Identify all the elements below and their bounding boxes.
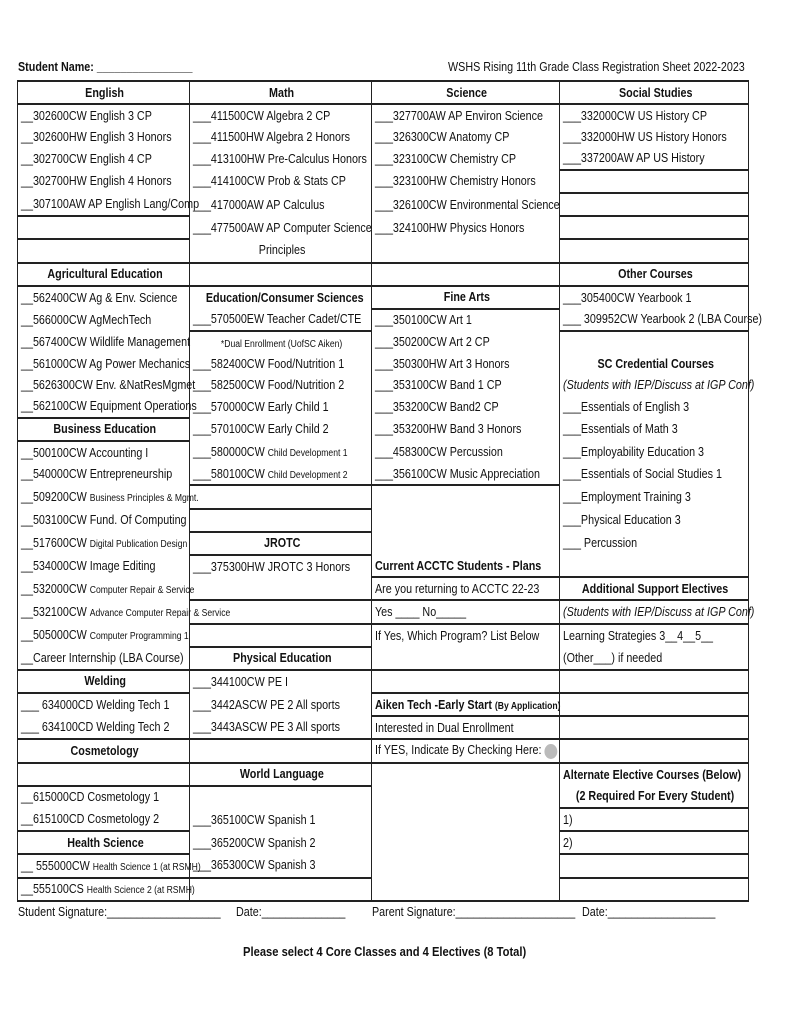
empty-cell bbox=[372, 239, 560, 262]
course-option[interactable]: ___477500AW AP Computer Science bbox=[190, 216, 372, 239]
course-option[interactable]: ___350200CW Art 2 CP bbox=[372, 331, 560, 353]
yes-no-field[interactable]: Yes ____ No_____ bbox=[372, 600, 560, 623]
course-option[interactable]: ___353100CW Band 1 CP bbox=[372, 374, 560, 395]
course-option[interactable]: ___332000HW US History Honors bbox=[560, 126, 749, 147]
course-option[interactable]: ___375300HW JROTC 3 Honors bbox=[190, 555, 372, 577]
course-option[interactable]: ___417000AW AP Calculus bbox=[190, 193, 372, 216]
empty-cell bbox=[560, 670, 749, 693]
course-option[interactable]: ___353200HW Band 3 Honors bbox=[372, 418, 560, 441]
business-education-header: Business Education bbox=[18, 418, 190, 441]
course-option[interactable]: __302600CW English 3 CP bbox=[18, 104, 190, 126]
empty-cell bbox=[190, 739, 372, 762]
empty-cell bbox=[190, 878, 372, 901]
course-option[interactable]: ___570000CW Early Child 1 bbox=[190, 396, 372, 418]
acctc-header: Current ACCTC Students - Plans bbox=[372, 555, 560, 577]
empty-cell bbox=[372, 854, 560, 877]
dual-enrollment-question: Interested in Dual Enrollment bbox=[372, 716, 560, 739]
empty-cell bbox=[372, 670, 560, 693]
footer-instructions: Please select 4 Core Classes and 4 Electives (8 Total) bbox=[243, 944, 527, 959]
empty-cell bbox=[190, 485, 372, 508]
course-option[interactable]: ___344100CW PE I bbox=[190, 670, 372, 693]
empty-cell bbox=[372, 878, 560, 901]
course-option[interactable]: ___458300CW Percussion bbox=[372, 441, 560, 463]
course-option[interactable]: __509200CW Business Principles & Mgmt. bbox=[18, 485, 190, 508]
empty-cell bbox=[560, 854, 749, 877]
dual-enrollment-checkbox-row: If YES, Indicate By Checking Here: bbox=[372, 739, 560, 762]
course-option[interactable]: __615100CD Cosmetology 2 bbox=[18, 808, 190, 831]
empty-cell bbox=[18, 216, 190, 239]
course-option[interactable]: __302700CW English 4 CP bbox=[18, 148, 190, 170]
course-option[interactable]: __307100AW AP English Lang/Comp bbox=[18, 193, 190, 216]
cosmetology-header: Cosmetology bbox=[18, 739, 190, 762]
social-studies-header: Social Studies bbox=[560, 81, 749, 104]
course-option[interactable]: __567400CW Wildlife Management bbox=[18, 331, 190, 353]
world-language-header: World Language bbox=[190, 763, 372, 786]
course-option[interactable]: __532000CW Computer Repair & Service bbox=[18, 577, 190, 600]
course-option[interactable]: ___337200AW AP US History bbox=[560, 148, 749, 170]
course-option[interactable]: __503100CW Fund. Of Computing bbox=[18, 509, 190, 532]
science-header: Science bbox=[372, 81, 560, 104]
course-option-continued: Principles bbox=[190, 239, 372, 262]
course-option[interactable]: __532100CW Advance Computer Repair & Service bbox=[18, 600, 190, 623]
checkbox-circle-icon[interactable] bbox=[544, 744, 557, 759]
empty-cell bbox=[372, 831, 560, 854]
empty-cell bbox=[560, 170, 749, 193]
agricultural-education-header: Agricultural Education bbox=[18, 263, 190, 286]
course-option[interactable]: ___356100CW Music Appreciation bbox=[372, 463, 560, 485]
empty-cell bbox=[372, 485, 560, 508]
empty-cell bbox=[190, 263, 372, 286]
course-option[interactable]: ___580100CW Child Development 2 bbox=[190, 463, 372, 485]
course-option[interactable]: ___326100CW Environmental Science bbox=[372, 193, 560, 216]
course-option[interactable]: ___327700AW AP Environ Science bbox=[372, 104, 560, 126]
course-option[interactable]: ___3443ASCW PE 3 All sports bbox=[190, 716, 372, 739]
empty-cell bbox=[372, 509, 560, 532]
course-option[interactable]: __562400CW Ag & Env. Science bbox=[18, 286, 190, 309]
empty-cell bbox=[372, 532, 560, 555]
course-option[interactable]: ___305400CW Yearbook 1 bbox=[560, 286, 749, 309]
credential-note: (Students with IEP/Discuss at IGP Conf) bbox=[560, 374, 749, 395]
aiken-tech-header: Aiken Tech -Early Start (By Application) bbox=[372, 693, 560, 716]
dual-enrollment-note: *Dual Enrollment (UofSC Aiken) bbox=[190, 331, 372, 353]
other-courses-header: Other Courses bbox=[560, 263, 749, 286]
course-option[interactable]: ___Physical Education 3 bbox=[560, 509, 749, 532]
course-option[interactable]: ___365100CW Spanish 1 bbox=[190, 808, 372, 831]
course-option[interactable]: __505000CW Computer Programming 1 bbox=[18, 624, 190, 647]
course-option[interactable]: __500100CW Accounting I bbox=[18, 441, 190, 463]
course-option[interactable]: ___Essentials of English 3 bbox=[560, 396, 749, 418]
registration-grid bbox=[17, 80, 763, 902]
alternate-elective-field[interactable]: 2) bbox=[560, 831, 749, 854]
empty-cell bbox=[372, 808, 560, 831]
jrotc-header: JROTC bbox=[190, 532, 372, 555]
course-option[interactable]: __561000CW Ag Power Mechanics bbox=[18, 353, 190, 374]
alternate-elective-field[interactable]: 1) bbox=[560, 808, 749, 831]
course-option[interactable]: ___ Percussion bbox=[560, 532, 749, 555]
course-option[interactable]: __302600HW English 3 Honors bbox=[18, 126, 190, 147]
course-option[interactable]: __555100CS Health Science 2 (at RSMH) bbox=[18, 878, 190, 901]
empty-cell bbox=[18, 763, 190, 786]
acctc-program-field[interactable] bbox=[372, 647, 560, 670]
course-option[interactable]: __5626300CW Env. &NatResMgmet bbox=[18, 374, 190, 395]
education-consumer-header: Education/Consumer Sciences bbox=[190, 286, 372, 309]
empty-cell bbox=[560, 693, 749, 716]
course-option[interactable]: ___ 634100CD Welding Tech 2 bbox=[18, 716, 190, 739]
course-option[interactable]: __Career Internship (LBA Course) bbox=[18, 647, 190, 670]
course-option[interactable]: ___323100CW Chemistry CP bbox=[372, 148, 560, 170]
support-electives-header: Additional Support Electives bbox=[560, 577, 749, 600]
physical-education-header: Physical Education bbox=[190, 647, 372, 670]
empty-cell bbox=[190, 577, 372, 600]
course-option[interactable]: ___353200CW Band2 CP bbox=[372, 396, 560, 418]
parent-signature-field[interactable]: Parent Signature:____________________ bbox=[372, 905, 576, 919]
welding-header: Welding bbox=[18, 670, 190, 693]
course-option[interactable]: ___365300CW Spanish 3 bbox=[190, 854, 372, 877]
course-option[interactable]: ___350300HW Art 3 Honors bbox=[372, 353, 560, 374]
course-option[interactable]: ___570500EW Teacher Cadet/CTE bbox=[190, 309, 372, 331]
sc-credential-header: SC Credential Courses bbox=[560, 353, 749, 374]
course-option[interactable]: __540000CW Entrepreneurship bbox=[18, 463, 190, 485]
empty-cell bbox=[560, 716, 749, 739]
empty-cell bbox=[372, 263, 560, 286]
course-option[interactable]: (Other___) if needed bbox=[560, 647, 749, 670]
course-option[interactable]: ___332000CW US History CP bbox=[560, 104, 749, 126]
empty-cell bbox=[560, 331, 749, 353]
course-option[interactable]: ___411500HW Algebra 2 Honors bbox=[190, 126, 372, 147]
empty-cell bbox=[190, 509, 372, 532]
course-option[interactable]: __615000CD Cosmetology 1 bbox=[18, 786, 190, 808]
course-option[interactable]: __562100CW Equipment Operations bbox=[18, 396, 190, 418]
empty-cell bbox=[18, 239, 190, 262]
support-note: (Students with IEP/Discuss at IGP Conf) bbox=[560, 600, 749, 623]
course-option[interactable]: ___Essentials of Social Studies 1 bbox=[560, 463, 749, 485]
course-option[interactable]: ___326300CW Anatomy CP bbox=[372, 126, 560, 147]
course-option[interactable]: __566000CW AgMechTech bbox=[18, 309, 190, 331]
parent-date-field[interactable]: Date:__________________ bbox=[582, 905, 716, 919]
course-option[interactable]: __534000CW Image Editing bbox=[18, 555, 190, 577]
empty-cell bbox=[560, 193, 749, 216]
student-signature-field[interactable]: Student Signature:___________________ bbox=[18, 905, 221, 919]
empty-cell bbox=[560, 739, 749, 762]
sheet-title: WSHS Rising 11th Grade Class Registration Sheet 2022-2023 bbox=[448, 60, 745, 74]
course-option[interactable]: ___411500CW Algebra 2 CP bbox=[190, 104, 372, 126]
empty-cell bbox=[190, 786, 372, 808]
acctc-question: Are you returning to ACCTC 22-23 bbox=[372, 577, 560, 600]
health-science-header: Health Science bbox=[18, 831, 190, 854]
course-option[interactable]: ___582400CW Food/Nutrition 1 bbox=[190, 353, 372, 374]
course-option[interactable]: __ 555000CW Health Science 1 (at RSMH) bbox=[18, 854, 190, 877]
acctc-program-question: If Yes, Which Program? List Below bbox=[372, 624, 560, 647]
student-date-field[interactable]: Date:______________ bbox=[236, 905, 346, 919]
student-name-field[interactable]: Student Name: ________________ bbox=[18, 60, 193, 74]
course-option[interactable]: ___570100CW Early Child 2 bbox=[190, 418, 372, 441]
course-option[interactable]: ___414100CW Prob & Stats CP bbox=[190, 170, 372, 193]
course-option[interactable]: ___Employment Training 3 bbox=[560, 485, 749, 508]
empty-cell bbox=[560, 878, 749, 901]
course-option[interactable]: ___323100HW Chemistry Honors bbox=[372, 170, 560, 193]
course-option[interactable]: ___3442ASCW PE 2 All sports bbox=[190, 693, 372, 716]
course-option[interactable]: ___582500CW Food/Nutrition 2 bbox=[190, 374, 372, 395]
course-option[interactable]: ___580000CW Child Development 1 bbox=[190, 441, 372, 463]
course-option[interactable]: ___365200CW Spanish 2 bbox=[190, 831, 372, 854]
empty-cell bbox=[372, 786, 560, 808]
alternate-electives-subtitle: (2 Required For Every Student) bbox=[560, 786, 749, 808]
course-option[interactable]: ___413100HW Pre-Calculus Honors bbox=[190, 148, 372, 170]
empty-cell bbox=[372, 763, 560, 786]
math-header: Math bbox=[190, 81, 372, 104]
course-option[interactable]: ___350100CW Art 1 bbox=[372, 309, 560, 331]
course-option[interactable]: Learning Strategies 3__4__5__ bbox=[560, 624, 749, 647]
empty-cell bbox=[560, 555, 749, 577]
course-option[interactable]: __302700HW English 4 Honors bbox=[18, 170, 190, 193]
course-option[interactable]: ___ 309952CW Yearbook 2 (LBA Course) bbox=[560, 309, 749, 331]
alternate-electives-header: Alternate Elective Courses (Below) bbox=[560, 763, 749, 786]
course-option[interactable]: ___Employability Education 3 bbox=[560, 441, 749, 463]
course-option[interactable]: ___324100HW Physics Honors bbox=[372, 216, 560, 239]
english-header: English bbox=[18, 81, 190, 104]
course-option[interactable]: __517600CW Digital Publication Design bbox=[18, 532, 190, 555]
course-option[interactable]: ___ 634000CD Welding Tech 1 bbox=[18, 693, 190, 716]
fine-arts-header: Fine Arts bbox=[372, 286, 560, 309]
course-option[interactable]: ___Essentials of Math 3 bbox=[560, 418, 749, 441]
empty-cell bbox=[560, 216, 749, 239]
empty-cell bbox=[560, 239, 749, 262]
empty-cell bbox=[190, 624, 372, 647]
